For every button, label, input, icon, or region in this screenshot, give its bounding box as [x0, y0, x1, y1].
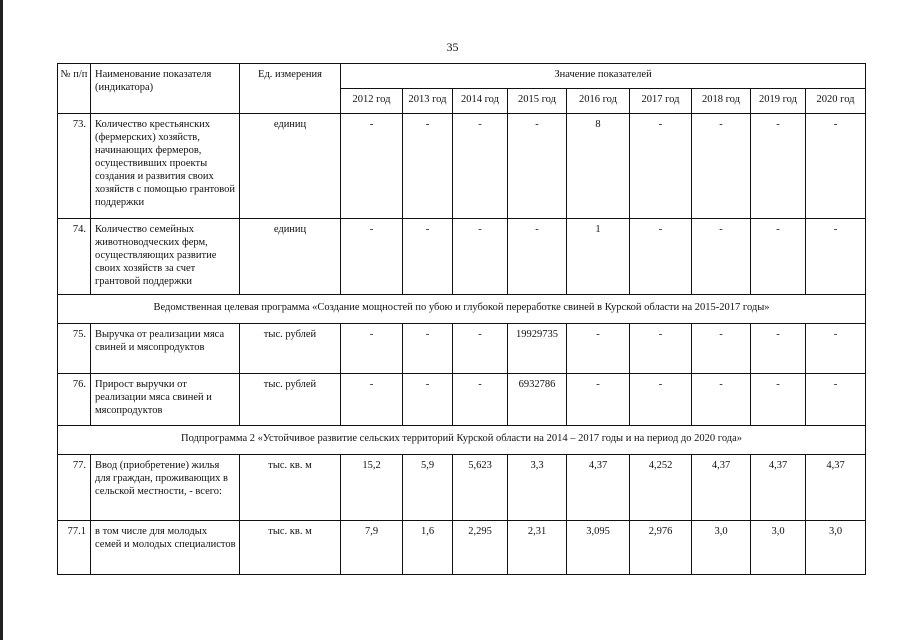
indicator-name: Выручка от реализации мяса свиней и мясопродуктов	[91, 324, 240, 374]
indicator-name: Количество крестьянских (фермерских) хозяйств, начинающих фермеров, осуществивших проекты создания и развития своих хозяйств с помощью грантовой поддержки	[91, 114, 240, 219]
row-number: 77.	[58, 455, 91, 521]
value-cell: -	[630, 219, 692, 295]
section-row	[58, 295, 866, 324]
header-year: 2015 год	[508, 89, 567, 114]
unit: единиц	[240, 219, 341, 295]
header-unit: Ед. измерения	[240, 64, 341, 114]
table-row	[58, 521, 866, 575]
value-cell: 5,623	[453, 455, 508, 521]
value-cell: -	[453, 114, 508, 219]
value-cell: 2,31	[508, 521, 567, 575]
row-number: 73.	[58, 114, 91, 219]
value-cell: -	[692, 114, 751, 219]
value-cell: -	[508, 114, 567, 219]
value-cell: 4,37	[751, 455, 806, 521]
value-cell: -	[403, 114, 453, 219]
value-cell: -	[403, 219, 453, 295]
value-cell: 7,9	[341, 521, 403, 575]
value-cell: -	[630, 324, 692, 374]
header-num: № п/п	[58, 64, 91, 114]
value-cell: -	[806, 219, 866, 295]
value-cell: 4,37	[567, 455, 630, 521]
value-cell: -	[751, 324, 806, 374]
page-left-edge	[0, 0, 3, 640]
indicator-name: в том числе для молодых семей и молодых специалистов	[91, 521, 240, 575]
value-cell: -	[453, 324, 508, 374]
unit: тыс. кв. м	[240, 455, 341, 521]
value-cell: 19929735	[508, 324, 567, 374]
value-cell: -	[403, 324, 453, 374]
value-cell: 3,3	[508, 455, 567, 521]
value-cell: -	[453, 219, 508, 295]
value-cell: -	[341, 324, 403, 374]
value-cell: -	[806, 324, 866, 374]
indicator-name: Количество семейных животноводческих ферм, осуществляющих развитие своих хозяйств за счет грантовой поддержки	[91, 219, 240, 295]
value-cell: -	[692, 374, 751, 426]
unit: единиц	[240, 114, 341, 219]
unit: тыс. рублей	[240, 324, 341, 374]
header-year: 2018 год	[692, 89, 751, 114]
value-cell: 4,252	[630, 455, 692, 521]
value-cell: 4,37	[806, 455, 866, 521]
header-name: Наименование показателя (индикатора)	[91, 64, 240, 114]
section-title: Подпрограмма 2 «Устойчивое развитие сельских территорий Курской области на 2014 – 2017 годы и на период до 2020 года»	[58, 426, 866, 455]
unit: тыс. рублей	[240, 374, 341, 426]
header-year: 2014 год	[453, 89, 508, 114]
value-cell: 3,0	[692, 521, 751, 575]
value-cell: -	[341, 114, 403, 219]
value-cell: 4,37	[692, 455, 751, 521]
header-year: 2012 год	[341, 89, 403, 114]
header-year: 2020 год	[806, 89, 866, 114]
section-row	[58, 426, 866, 455]
table-row	[58, 455, 866, 521]
value-cell: 15,2	[341, 455, 403, 521]
header-year: 2016 год	[567, 89, 630, 114]
value-cell: -	[341, 374, 403, 426]
value-cell: 2,976	[630, 521, 692, 575]
row-number: 77.1	[58, 521, 91, 575]
value-cell: -	[453, 374, 508, 426]
value-cell: 6932786	[508, 374, 567, 426]
value-cell: -	[567, 324, 630, 374]
value-cell: -	[403, 374, 453, 426]
header-year: 2013 год	[403, 89, 453, 114]
table-row	[58, 219, 866, 295]
table-row	[58, 324, 866, 374]
value-cell: -	[751, 114, 806, 219]
value-cell: 3,095	[567, 521, 630, 575]
value-cell: 1,6	[403, 521, 453, 575]
value-cell: -	[341, 219, 403, 295]
row-number: 76.	[58, 374, 91, 426]
value-cell: -	[692, 324, 751, 374]
unit: тыс. кв. м	[240, 521, 341, 575]
value-cell: 3,0	[751, 521, 806, 575]
value-cell: -	[630, 374, 692, 426]
value-cell: -	[751, 374, 806, 426]
value-cell: 3,0	[806, 521, 866, 575]
value-cell: -	[630, 114, 692, 219]
page-number: 35	[446, 40, 459, 54]
value-cell: -	[806, 114, 866, 219]
value-cell: -	[508, 219, 567, 295]
header-year: 2019 год	[751, 89, 806, 114]
value-cell: 2,295	[453, 521, 508, 575]
indicator-name: Прирост выручки от реализации мяса свиней и мясопродуктов	[91, 374, 240, 426]
header-values: Значение показателей	[341, 64, 866, 89]
row-number: 75.	[58, 324, 91, 374]
value-cell: 1	[567, 219, 630, 295]
table-row	[58, 114, 866, 219]
header-year: 2017 год	[630, 89, 692, 114]
value-cell: 8	[567, 114, 630, 219]
value-cell: 5,9	[403, 455, 453, 521]
section-title: Ведомственная целевая программа «Создание мощностей по убою и глубокой переработке свиней в Курской области на 2015-2017 годы»	[58, 295, 866, 324]
value-cell: -	[806, 374, 866, 426]
value-cell: -	[692, 219, 751, 295]
value-cell: -	[567, 374, 630, 426]
table-row	[58, 374, 866, 426]
value-cell: -	[751, 219, 806, 295]
row-number: 74.	[58, 219, 91, 295]
indicators-table	[57, 63, 866, 575]
indicator-name: Ввод (приобретение) жилья для граждан, проживающих в сельской местности, - всего:	[91, 455, 240, 521]
